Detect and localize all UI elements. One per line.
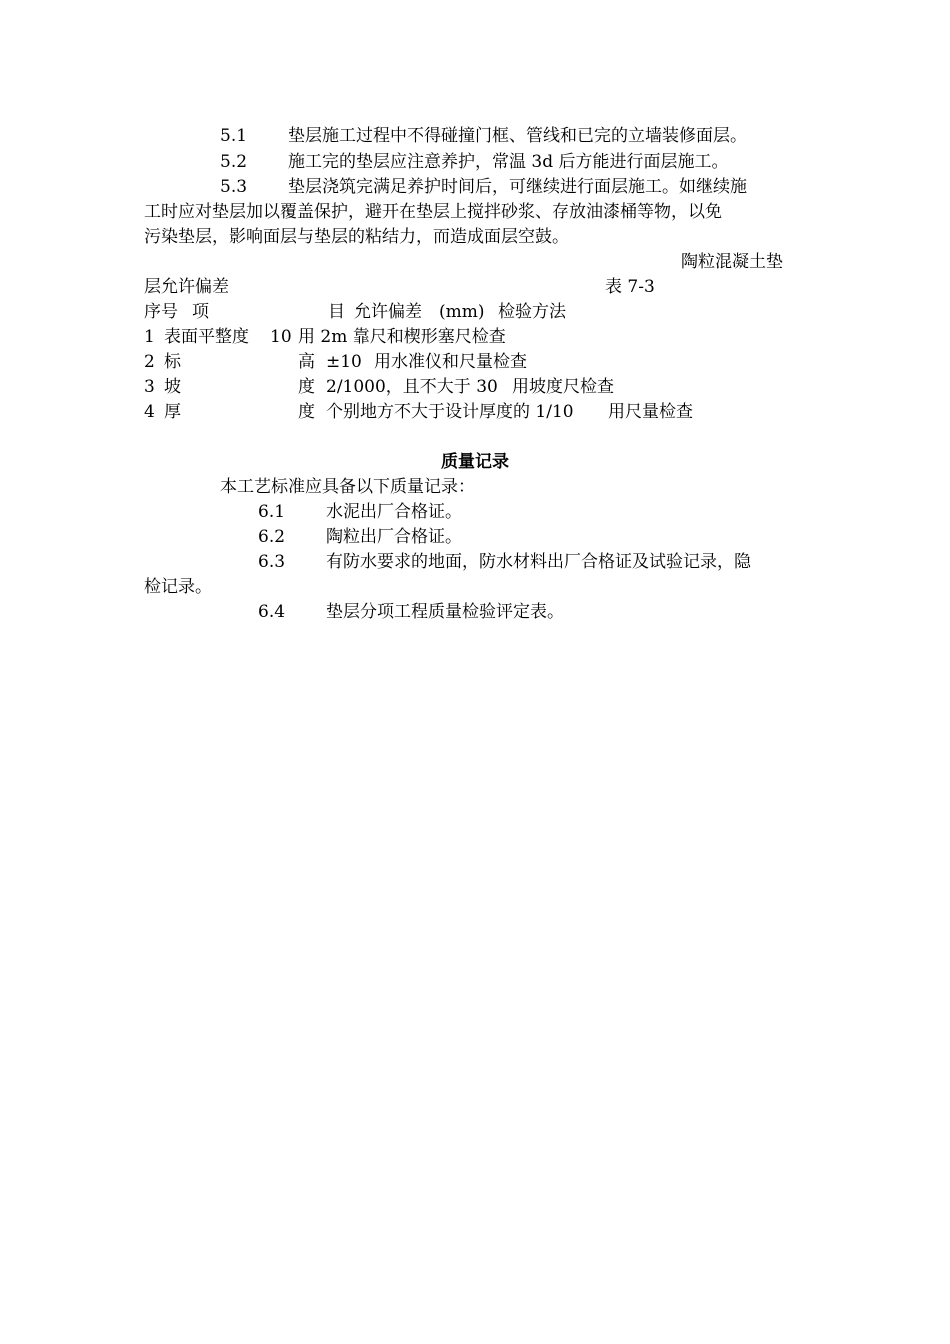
table-row-tolerance: ±10 <box>326 352 362 372</box>
item-number: 6.3 <box>258 552 286 572</box>
item-text: 施工完的垫层应注意养护，常温 3d 后方能进行面层施工。 <box>288 152 729 172</box>
table-header-method: 检验方法 <box>498 302 566 322</box>
paragraph-5-3 <box>220 175 747 199</box>
table-row-item: 坡 <box>164 377 181 397</box>
table-row-item: 度 <box>298 402 315 422</box>
paragraph-5-1 <box>220 124 747 148</box>
table-row-no: 4 <box>144 402 155 422</box>
item-text: 垫层施工过程中不得碰撞门框、管线和已完的立墙装修面层。 <box>288 126 747 146</box>
table-row-no: 2 <box>144 352 155 372</box>
table-row-method: 用 2m 靠尺和楔形塞尺检查 <box>298 327 506 347</box>
table-header-no: 序号 <box>144 302 178 322</box>
item-text: 垫层浇筑完满足养护时间后，可继续进行面层施工。如继续施 <box>288 177 747 197</box>
paragraph-5-2 <box>220 150 729 174</box>
table-row-item: 标 <box>164 352 181 372</box>
item-text: 垫层分项工程质量检验评定表。 <box>326 602 564 622</box>
table-row-method: 用水准仪和尺量检查 <box>374 352 527 372</box>
table-row-method: 用尺量检查 <box>608 402 693 422</box>
item-number: 5.3 <box>220 177 248 197</box>
table-header-tolerance: 允许偏差 (mm) <box>354 302 485 322</box>
table-header-item: 目 <box>328 302 345 322</box>
item-number: 6.4 <box>258 602 286 622</box>
item-text: 陶粒出厂合格证。 <box>326 527 462 547</box>
paragraph-5-3-continuation: 工时应对垫层加以覆盖保护，避开在垫层上搅拌砂浆、存放油漆桶等物，以免 <box>144 202 722 222</box>
paragraph-5-3-continuation: 污染垫层，影响面层与垫层的粘结力，而造成面层空鼓。 <box>144 227 569 247</box>
item-number: 6.1 <box>258 502 286 522</box>
table-number: 表 7-3 <box>605 277 655 297</box>
item-number: 5.1 <box>220 126 248 146</box>
item-text: 有防水要求的地面，防水材料出厂合格证及试验记录，隐 <box>326 552 751 572</box>
table-row-tolerance: 个别地方不大于设计厚度的 1/10 <box>326 402 574 422</box>
table-row-no: 3 <box>144 377 155 397</box>
table-row-item: 厚 <box>164 402 181 422</box>
table-caption: 陶粒混凝土垫 <box>681 252 783 272</box>
section-intro: 本工艺标准应具备以下质量记录： <box>220 477 475 497</box>
table-row-item: 高 <box>298 352 315 372</box>
paragraph-6-2 <box>258 525 462 549</box>
table-row-no: 1 <box>144 327 155 347</box>
paragraph-6-4 <box>258 600 564 624</box>
paragraph-6-1 <box>258 500 462 524</box>
item-text: 水泥出厂合格证。 <box>326 502 462 522</box>
table-row-tolerance: 2/1000，且不大于 30 <box>326 377 498 397</box>
paragraph-6-3-continuation: 检记录。 <box>144 577 212 597</box>
table-header-item: 项 <box>192 302 209 322</box>
section-title: 质量记录 <box>441 452 509 472</box>
table-row-item: 度 <box>298 377 315 397</box>
table-row-item: 表面平整度 <box>164 327 249 347</box>
item-number: 5.2 <box>220 152 248 172</box>
table-caption: 层允许偏差 <box>144 277 229 297</box>
paragraph-6-3 <box>258 550 751 574</box>
table-row-method: 用坡度尺检查 <box>512 377 614 397</box>
table-row-tolerance: 10 <box>270 327 292 347</box>
item-number: 6.2 <box>258 527 286 547</box>
